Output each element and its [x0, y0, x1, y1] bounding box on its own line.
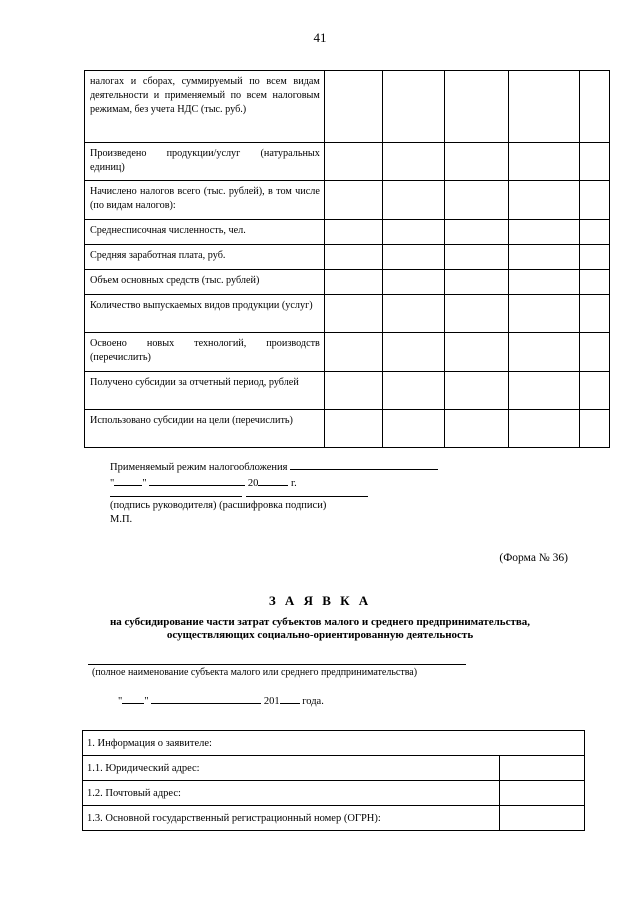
value-cell[interactable]	[445, 143, 509, 181]
table-row	[85, 181, 610, 220]
quote-close: "	[144, 696, 149, 707]
value-cell[interactable]	[383, 245, 445, 270]
table-row	[85, 270, 610, 295]
value-cell[interactable]	[445, 270, 509, 295]
value-cell[interactable]	[324, 220, 382, 245]
application-title: З А Я В К А	[268, 593, 372, 608]
tax-regime-label: Применяемый режим налогообложения	[110, 462, 288, 473]
value-cell[interactable]	[445, 372, 509, 410]
value-cell[interactable]	[445, 333, 509, 372]
value-cell[interactable]	[445, 220, 509, 245]
value-cell[interactable]	[500, 756, 585, 781]
value-cell[interactable]	[509, 333, 580, 372]
value-cell[interactable]	[509, 181, 580, 220]
value-cell[interactable]	[509, 245, 580, 270]
value-cell[interactable]	[324, 71, 382, 143]
date-suffix: года.	[302, 696, 324, 707]
value-cell[interactable]	[580, 372, 610, 410]
row-label: Среднесписочная численность, чел.	[85, 220, 325, 245]
row-label: Получено субсидии за отчетный период, рублей	[85, 372, 325, 410]
value-cell[interactable]	[580, 295, 610, 333]
value-cell[interactable]	[500, 781, 585, 806]
value-cell[interactable]	[580, 220, 610, 245]
table-row	[85, 71, 610, 143]
value-cell[interactable]	[383, 295, 445, 333]
value-cell[interactable]	[509, 295, 580, 333]
quote-close: "	[142, 478, 147, 489]
row-label: 1.3. Основной государственный регистрационный номер (ОГРН):	[83, 806, 500, 831]
year-field[interactable]	[280, 692, 300, 704]
month-field[interactable]	[151, 692, 261, 704]
application-subtitle-1: на субсидирование части затрат субъектов малого и среднего предпринимательства,	[109, 616, 531, 628]
value-cell[interactable]	[445, 295, 509, 333]
table-row	[83, 731, 585, 756]
form-number: (Форма № 36)	[499, 552, 568, 564]
row-label: Объем основных средств (тыс. рублей)	[85, 270, 325, 295]
value-cell[interactable]	[445, 245, 509, 270]
value-cell[interactable]	[383, 333, 445, 372]
row-label: Освоено новых технологий, производств (перечислить)	[85, 333, 325, 372]
value-cell[interactable]	[580, 270, 610, 295]
stamp-label: М.П.	[110, 514, 133, 525]
application-subtitle-2: осуществляющих социально-ориентированную деятельность	[166, 629, 474, 641]
table-row	[83, 781, 585, 806]
value-cell[interactable]	[324, 295, 382, 333]
value-cell[interactable]	[580, 410, 610, 448]
value-cell[interactable]	[509, 220, 580, 245]
row-label: Использовано субсидии на цели (перечислить)	[85, 410, 325, 448]
table-row	[85, 220, 610, 245]
row-label: Средняя заработная плата, руб.	[85, 245, 325, 270]
table-row	[85, 333, 610, 372]
value-cell[interactable]	[580, 333, 610, 372]
value-cell[interactable]	[324, 410, 382, 448]
applicant-info-table	[82, 730, 585, 831]
value-cell[interactable]	[509, 143, 580, 181]
value-cell[interactable]	[324, 181, 382, 220]
entity-caption: (полное наименование субъекта малого или среднего предпринимательства)	[92, 667, 418, 678]
table-row	[85, 372, 610, 410]
value-cell[interactable]	[383, 372, 445, 410]
year-field[interactable]	[258, 474, 288, 486]
value-cell[interactable]	[509, 372, 580, 410]
value-cell[interactable]	[383, 71, 445, 143]
value-cell[interactable]	[509, 270, 580, 295]
quote-open: "	[110, 478, 115, 489]
value-cell[interactable]	[500, 806, 585, 831]
row-label: 1.2. Почтовый адрес:	[83, 781, 500, 806]
tax-regime-line	[110, 458, 438, 473]
page-number: 41	[313, 30, 327, 45]
value-cell[interactable]	[324, 270, 382, 295]
signature-field[interactable]	[110, 496, 242, 497]
date-line	[110, 474, 297, 489]
value-cell[interactable]	[509, 71, 580, 143]
value-cell[interactable]	[580, 143, 610, 181]
value-cell[interactable]	[509, 410, 580, 448]
year-prefix: 20	[247, 478, 259, 489]
table-row	[85, 245, 610, 270]
row-label: налогах и сборах, суммируемый по всем видам деятельности и применяемый по всем налоговым режимам, без учета НДС (тыс. руб.)	[85, 71, 325, 143]
day-field[interactable]	[122, 692, 144, 704]
section-header: 1. Информация о заявителе:	[83, 731, 585, 756]
value-cell[interactable]	[324, 245, 382, 270]
value-cell[interactable]	[383, 143, 445, 181]
value-cell[interactable]	[324, 143, 382, 181]
tax-regime-field[interactable]	[290, 458, 438, 470]
value-cell[interactable]	[383, 181, 445, 220]
value-cell[interactable]	[580, 181, 610, 220]
year-suffix: г.	[290, 478, 297, 489]
table-row	[85, 410, 610, 448]
value-cell[interactable]	[445, 410, 509, 448]
value-cell[interactable]	[383, 410, 445, 448]
quote-open: "	[118, 696, 123, 707]
signature-decode-field[interactable]	[246, 496, 368, 497]
year-prefix: 201	[263, 696, 280, 707]
value-cell[interactable]	[445, 181, 509, 220]
table-row	[83, 806, 585, 831]
table-row	[85, 143, 610, 181]
indicators-table	[84, 70, 610, 448]
value-cell[interactable]	[580, 71, 610, 143]
row-label: 1.1. Юридический адрес:	[83, 756, 500, 781]
month-field[interactable]	[149, 474, 245, 486]
application-date-line	[118, 692, 324, 707]
value-cell[interactable]	[324, 333, 382, 372]
value-cell[interactable]	[383, 270, 445, 295]
row-label: Начислено налогов всего (тыс. рублей), в том числе (по видам налогов):	[85, 181, 325, 220]
signature-caption: (подпись руководителя) (расшифровка подписи)	[110, 500, 327, 511]
row-label: Количество выпускаемых видов продукции (услуг)	[85, 295, 325, 333]
value-cell[interactable]	[445, 71, 509, 143]
table-row	[83, 756, 585, 781]
entity-name-field[interactable]	[88, 664, 466, 665]
day-field[interactable]	[114, 474, 142, 486]
value-cell[interactable]	[580, 245, 610, 270]
value-cell[interactable]	[383, 220, 445, 245]
value-cell[interactable]	[324, 372, 382, 410]
row-label: Произведено продукции/услуг (натуральных единиц)	[85, 143, 325, 181]
table-row	[85, 295, 610, 333]
